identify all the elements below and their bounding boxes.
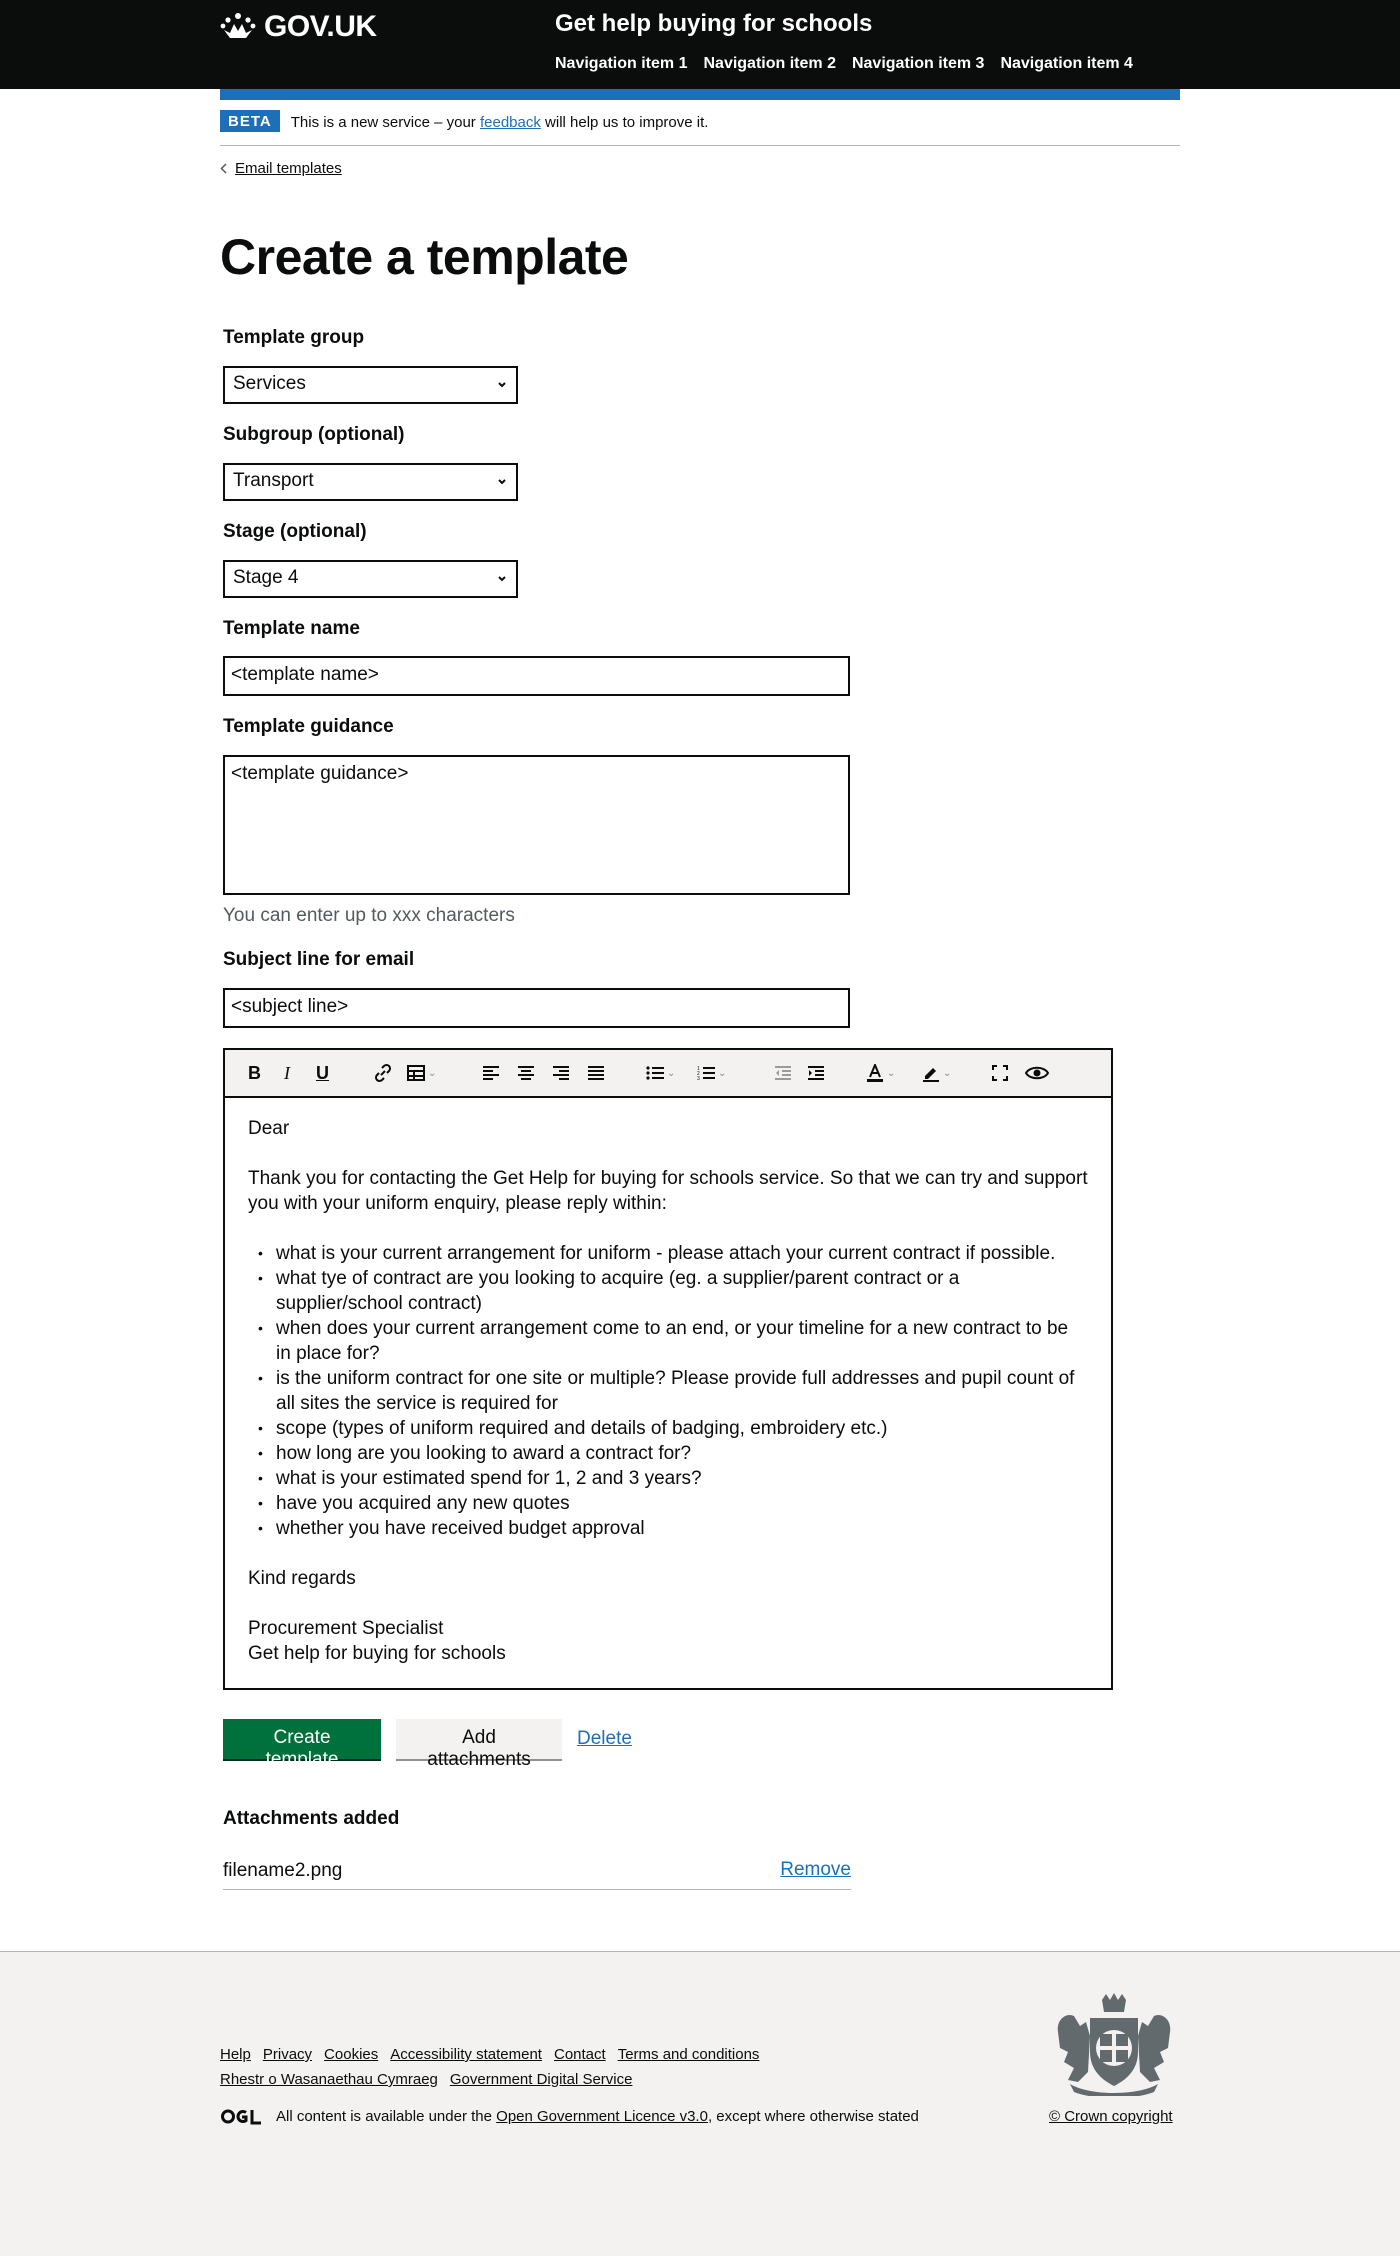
attachment-filename: filename2.png: [223, 1860, 343, 1881]
text-color-icon[interactable]: [866, 1062, 895, 1084]
stage-label: Stage (optional): [223, 521, 367, 542]
bold-icon[interactable]: B: [248, 1062, 261, 1083]
editor-content[interactable]: [225, 1098, 1111, 1684]
nav-item-4[interactable]: Navigation item 4: [1000, 55, 1133, 72]
indent-icon[interactable]: [808, 1062, 824, 1084]
email-bullet-list: [276, 1241, 1088, 1541]
subgroup-select[interactable]: [223, 463, 518, 501]
stage-select[interactable]: [223, 560, 518, 598]
chevron-down-icon: [496, 473, 508, 491]
ogl-logo-icon: [220, 2108, 262, 2125]
highlight-icon[interactable]: [922, 1062, 951, 1084]
remove-attachment-link[interactable]: Remove: [780, 1859, 851, 1880]
licence-link[interactable]: Open Government Licence v3.0: [496, 2108, 708, 2125]
svg-text:2: 2: [697, 1071, 700, 1077]
numbered-list-icon[interactable]: [697, 1062, 726, 1084]
site-footer: [0, 1951, 1400, 2256]
logo-text: GOV.UK: [264, 10, 377, 43]
licence-text-after: , except where otherwise stated: [707, 2108, 919, 2125]
footer-link-cookies[interactable]: Cookies: [324, 2046, 379, 2063]
italic-icon[interactable]: I: [284, 1062, 290, 1083]
attachments-heading: Attachments added: [223, 1808, 400, 1829]
template-group-select[interactable]: [223, 366, 518, 404]
underline-icon[interactable]: U: [316, 1062, 329, 1083]
footer-licence: [220, 2108, 919, 2125]
phase-text-after: will help us to improve it.: [545, 114, 709, 131]
chevron-down-icon: ⌄: [428, 1067, 437, 1079]
delete-link[interactable]: Delete: [577, 1728, 632, 1749]
signature-title: Procurement Specialist: [248, 1618, 444, 1639]
crown-copyright-link[interactable]: © Crown copyright: [1049, 2108, 1173, 2125]
beta-tag: BETA: [220, 110, 280, 132]
chevron-down-icon: ⌄: [943, 1067, 952, 1079]
footer-links: [220, 2042, 920, 2092]
nav-item-3[interactable]: Navigation item 3: [851, 55, 985, 72]
template-guidance-textarea[interactable]: <template guidance>: [223, 755, 850, 895]
create-template-button[interactable]: Create template: [223, 1719, 381, 1759]
template-guidance-label: Template guidance: [223, 716, 394, 737]
email-signoff: Kind regards: [248, 1568, 356, 1589]
email-greeting: Dear: [248, 1118, 290, 1139]
template-group-value: Services: [233, 373, 306, 394]
preview-icon[interactable]: [1025, 1062, 1049, 1084]
header-blue-bar: [220, 89, 1180, 100]
service-name[interactable]: Get help buying for schools: [555, 10, 873, 37]
footer-link-help[interactable]: Help: [220, 2046, 251, 2063]
subgroup-label: Subgroup (optional): [223, 424, 405, 445]
list-item: • have you acquired any new quotes: [276, 1491, 1088, 1516]
svg-text:3: 3: [697, 1076, 700, 1080]
outdent-icon[interactable]: [775, 1062, 791, 1084]
list-item: • is the uniform contract for one site or multiple? Please provide full addresses and pupil count of all sites the service is required for: [276, 1366, 1088, 1416]
footer-link-privacy[interactable]: Privacy: [262, 2046, 313, 2063]
chevron-down-icon: ⌄: [887, 1067, 896, 1079]
header-nav: [555, 55, 1149, 73]
email-intro: Thank you for contacting the Get Help for buying for schools service. So that we can try and support you with your uniform enquiry, please reply within:: [248, 1168, 1088, 1214]
subject-line-input[interactable]: <subject line>: [223, 988, 850, 1028]
royal-coat-of-arms-icon: [1050, 1992, 1178, 2096]
site-header: [0, 0, 1400, 89]
list-item: • how long are you looking to award a contract for?: [276, 1441, 1088, 1466]
feedback-link[interactable]: feedback: [479, 114, 541, 131]
chevron-down-icon: ⌄: [718, 1067, 727, 1079]
template-name-input[interactable]: <template name>: [223, 656, 850, 696]
svg-text:1: 1: [697, 1066, 700, 1072]
link-icon[interactable]: [373, 1062, 393, 1084]
list-item: • scope (types of uniform required and details of badging, embroidery etc.): [276, 1416, 1088, 1441]
table-icon[interactable]: [407, 1062, 436, 1084]
back-link[interactable]: Email templates: [235, 160, 342, 177]
subject-line-label: Subject line for email: [223, 949, 415, 970]
list-item: • what is your estimated spend for 1, 2 and 3 years?: [276, 1466, 1088, 1491]
list-item: • when does your current arrangement come to an end, or your timeline for a new contract to be in place for?: [276, 1316, 1088, 1366]
signature-team: Get help for buying for schools: [248, 1643, 506, 1664]
chevron-down-icon: [496, 570, 508, 588]
nav-item-1[interactable]: Navigation item 1: [555, 55, 688, 72]
subgroup-value: Transport: [233, 470, 314, 491]
licence-text-before: All content is available under the: [276, 2108, 492, 2125]
align-center-icon[interactable]: [518, 1062, 534, 1084]
nav-item-2[interactable]: Navigation item 2: [703, 55, 836, 72]
template-group-label: Template group: [223, 327, 365, 348]
align-right-icon[interactable]: [553, 1062, 569, 1084]
list-item: • what tye of contract are you looking to acquire (eg. a supplier/parent contract or a supplier/school contract): [276, 1266, 1088, 1316]
crown-icon: [220, 12, 256, 42]
phase-text-before: This is a new service – your: [290, 114, 476, 131]
add-attachments-button[interactable]: Add attachments: [396, 1719, 562, 1759]
align-left-icon[interactable]: [483, 1062, 499, 1084]
page-title: Create a template: [220, 229, 629, 285]
chevron-down-icon: [496, 376, 508, 394]
rich-text-editor: [223, 1048, 1113, 1690]
phase-banner: [220, 110, 1180, 146]
chevron-left-icon: [220, 163, 227, 174]
editor-toolbar: [225, 1050, 1111, 1098]
footer-link-accessibility[interactable]: Accessibility statement: [390, 2046, 542, 2063]
template-name-label: Template name: [223, 618, 360, 639]
align-justify-icon[interactable]: [588, 1062, 604, 1084]
fullscreen-icon[interactable]: [992, 1062, 1008, 1084]
licence-text: [276, 2108, 919, 2125]
bullet-list-icon[interactable]: [646, 1062, 675, 1084]
footer-link-welsh[interactable]: Rhestr o Wasanaethau Cymraeg: [220, 2071, 438, 2088]
attachment-row: [223, 1856, 851, 1890]
footer-link-gds[interactable]: Government Digital Service: [449, 2071, 633, 2088]
footer-link-contact[interactable]: Contact: [553, 2046, 606, 2063]
govuk-logo[interactable]: [220, 10, 377, 44]
list-item: • whether you have received budget approval: [276, 1516, 1088, 1541]
phase-banner-text: [291, 114, 709, 131]
stage-value: Stage 4: [233, 567, 299, 588]
footer-link-terms[interactable]: Terms and conditions: [617, 2046, 760, 2063]
character-count-hint: You can enter up to xxx characters: [223, 905, 515, 926]
chevron-down-icon: ⌄: [667, 1067, 676, 1079]
list-item: • what is your current arrangement for uniform - please attach your current contract if possible.: [276, 1241, 1088, 1266]
back-link-container: [220, 160, 342, 177]
